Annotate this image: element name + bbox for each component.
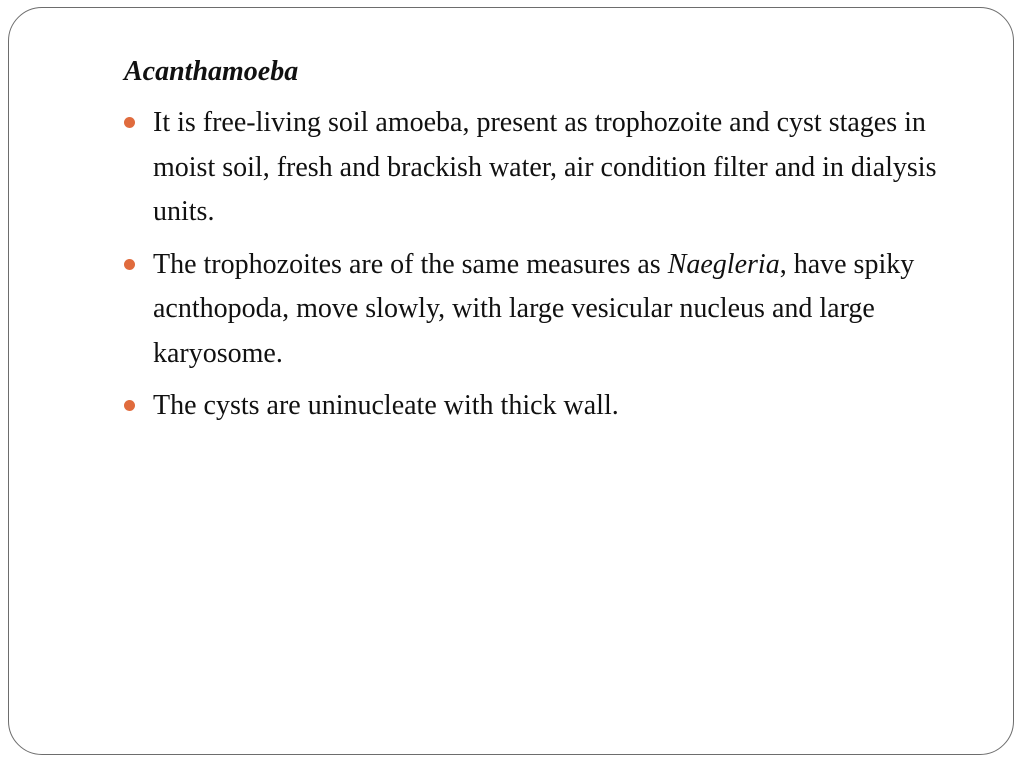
- bullet-item: [124, 384, 984, 429]
- slide-content: [124, 52, 984, 437]
- bullet-dot-icon: [124, 400, 135, 411]
- bullet-item: [124, 243, 984, 377]
- bullet-text-before: The trophozoites are of the same measures as: [153, 248, 668, 280]
- bullet-list: [124, 101, 984, 429]
- bullet-text: The cysts are uninucleate with thick wall.: [153, 390, 619, 421]
- bullet-italic-term: Naegleria: [667, 248, 780, 280]
- slide-heading: Acanthamoeba: [124, 56, 299, 87]
- bullet-dot-icon: [124, 259, 135, 270]
- bullet-dot-icon: [124, 117, 135, 128]
- bullet-text: It is free-living soil amoeba, present as trophozoite and cyst stages in moist soil, fresh and brackish water, air condition filter and in dialysis units.: [153, 107, 937, 227]
- bullet-item: [124, 101, 984, 235]
- slide-frame: [8, 7, 1014, 755]
- bullet-text-after: , have spiky acnthopoda, move slowly, with large vesicular nucleus and large karyosome.: [153, 248, 915, 369]
